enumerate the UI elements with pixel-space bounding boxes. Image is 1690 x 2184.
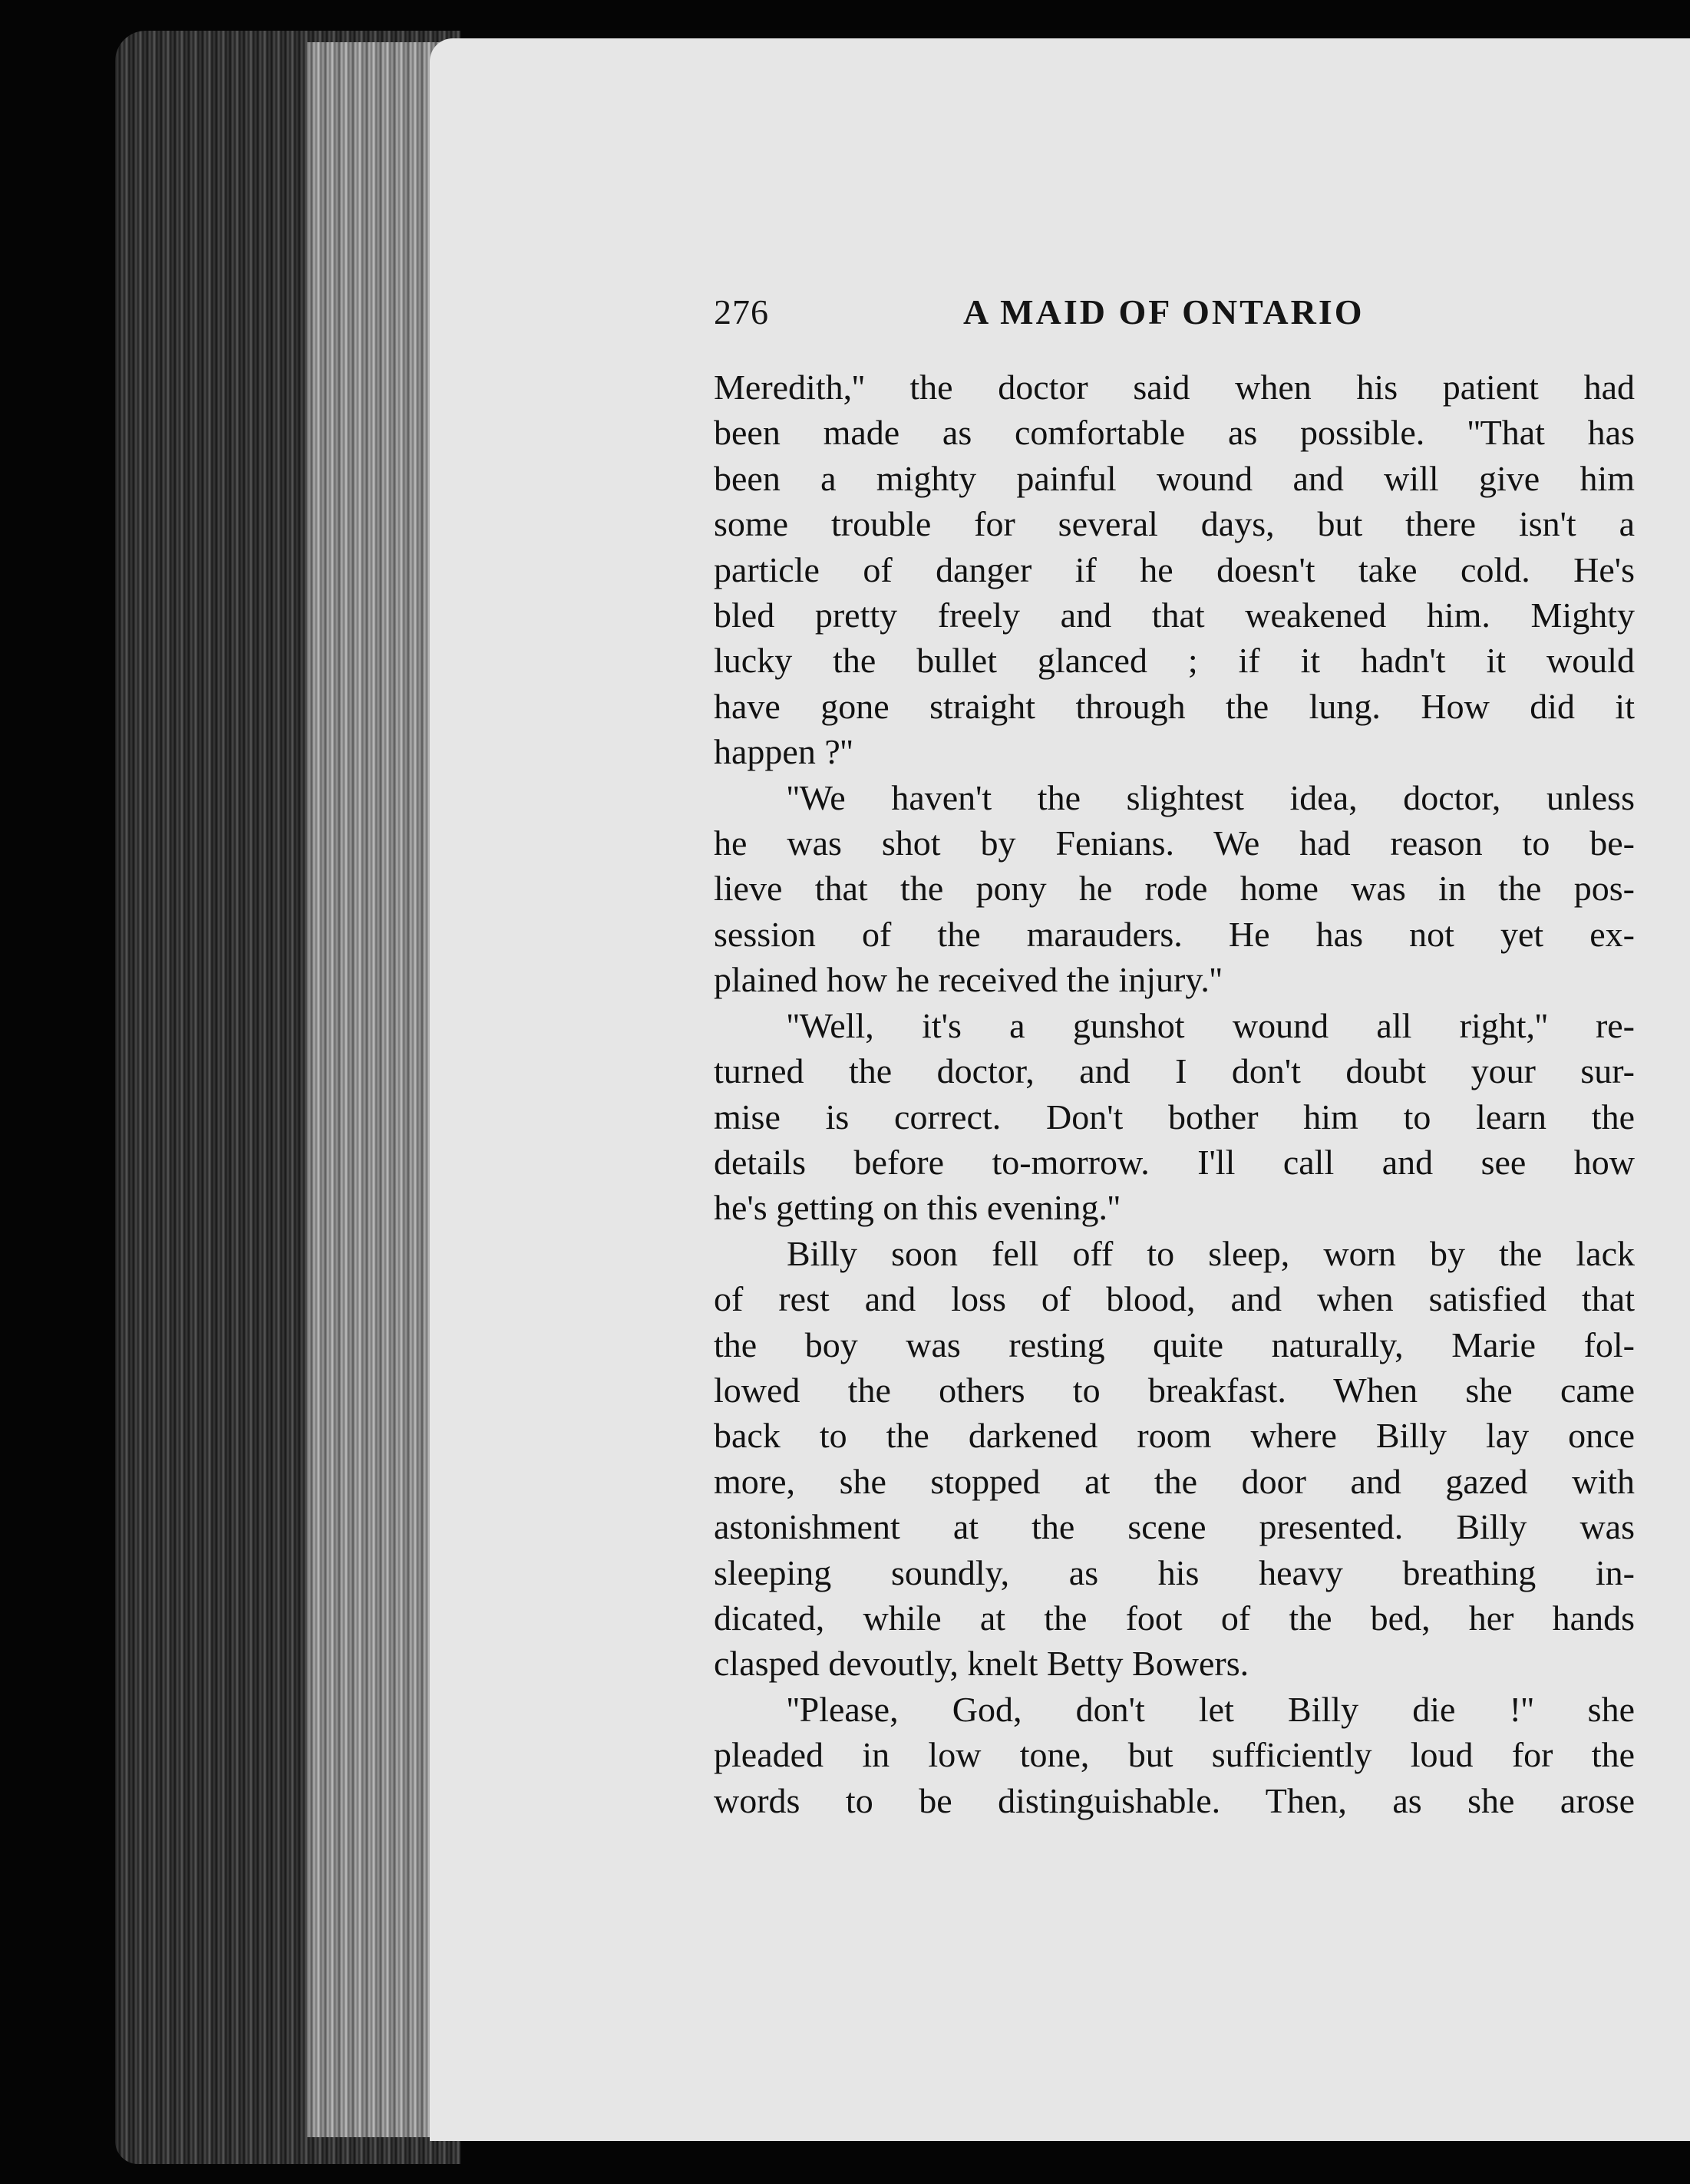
- text-line: ''Well, it's a gunshot wound all right,'' re-: [787, 1005, 1635, 1045]
- text-line: pleaded in low tone, but sufficiently loud for the: [714, 1735, 1635, 1775]
- text-line: astonishment at the scene presented. Billy was: [714, 1507, 1635, 1547]
- book-page: [430, 38, 1690, 2141]
- text-line: back to the darkened room where Billy lay once: [714, 1416, 1635, 1456]
- text-line: lucky the bullet glanced ; if it hadn't it would: [714, 641, 1635, 681]
- text-line: Billy soon fell off to sleep, worn by the lack: [787, 1233, 1635, 1273]
- text-line: Meredith,'' the doctor said when his patient had: [714, 368, 1635, 407]
- text-line: been made as comfortable as possible. ''That has: [714, 413, 1635, 453]
- text-line: mise is correct. Don't bother him to learn the: [714, 1097, 1635, 1137]
- text-line: details before to-morrow. I'll call and see how: [714, 1142, 1635, 1182]
- text-line: been a mighty painful wound and will give him: [714, 458, 1635, 498]
- text-line: he was shot by Fenians. We had reason to be-: [714, 823, 1635, 863]
- text-line: session of the marauders. He has not yet ex-: [714, 914, 1635, 954]
- text-line: some trouble for several days, but there isn't a: [714, 504, 1635, 544]
- text-line: dicated, while at the foot of the bed, her hands: [714, 1598, 1635, 1638]
- text-line: of rest and loss of blood, and when satisfied that: [714, 1279, 1635, 1319]
- running-head: [714, 292, 1646, 353]
- text-line: clasped devoutly, knelt Betty Bowers.: [714, 1644, 1249, 1684]
- text-line: lowed the others to breakfast. When she came: [714, 1370, 1635, 1410]
- page-number: 276: [714, 292, 769, 332]
- text-line: he's getting on this evening.'': [714, 1188, 1121, 1228]
- body-text: [714, 365, 1635, 1823]
- text-line: happen ?'': [714, 732, 853, 772]
- text-line: words to be distinguishable. Then, as she arose: [714, 1780, 1635, 1820]
- text-line: ''We haven't the slightest idea, doctor, unless: [787, 777, 1635, 817]
- text-line: have gone straight through the lung. How did it: [714, 686, 1635, 726]
- text-line: more, she stopped at the door and gazed with: [714, 1461, 1635, 1501]
- text-line: sleeping soundly, as his heavy breathing in-: [714, 1552, 1635, 1592]
- book-page-edges-highlight: [307, 42, 445, 2137]
- text-line: plained how he received the injury.'': [714, 960, 1223, 1000]
- text-line: particle of danger if he doesn't take cold. He's: [714, 549, 1635, 589]
- text-line: bled pretty freely and that weakened him. Mighty: [714, 595, 1635, 635]
- text-line: lieve that the pony he rode home was in the pos-: [714, 869, 1635, 909]
- text-line: the boy was resting quite naturally, Marie fol-: [714, 1325, 1635, 1364]
- text-line: ''Please, God, don't let Billy die !'' she: [787, 1689, 1635, 1729]
- running-title: A MAID OF ONTARIO: [963, 292, 1365, 332]
- text-line: turned the doctor, and I don't doubt your sur-: [714, 1051, 1635, 1091]
